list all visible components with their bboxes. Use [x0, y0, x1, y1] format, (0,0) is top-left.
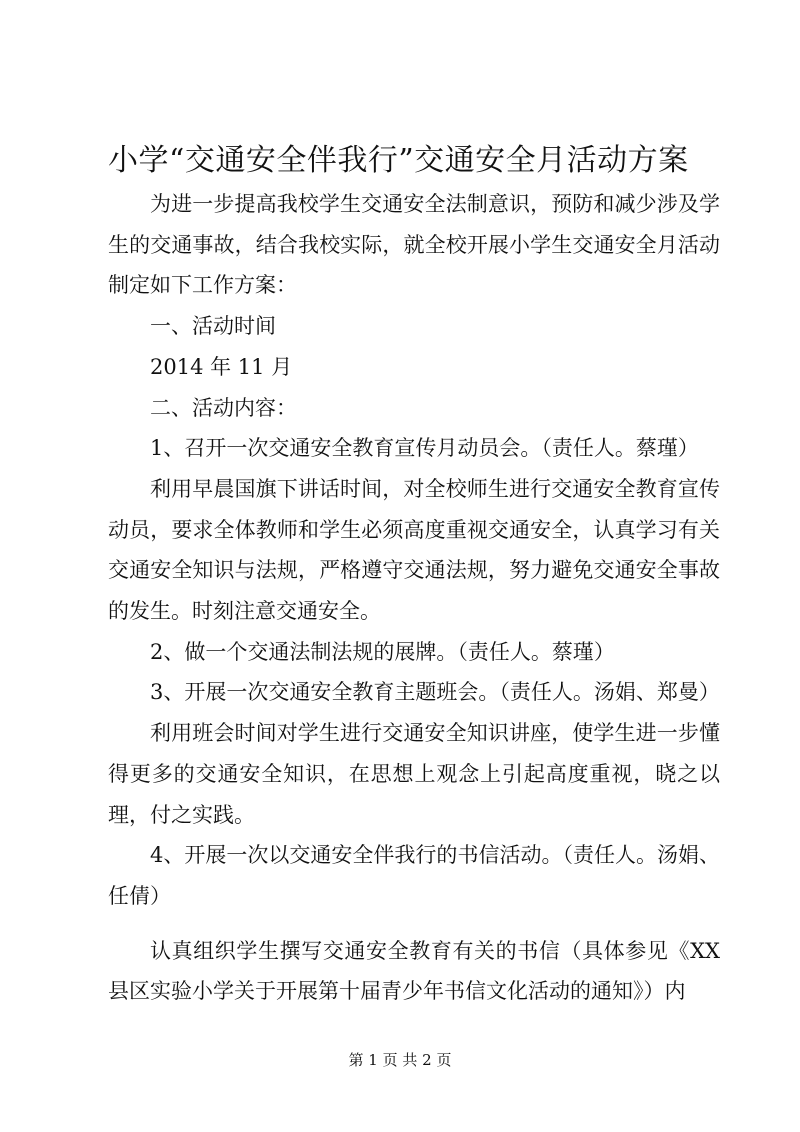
activity-date: 2014 年 11 月: [150, 354, 293, 379]
item-4-heading: 4、开展一次以交通安全伴我行的书信活动。（责任人。汤娟、任倩）: [108, 843, 720, 908]
section-heading-time: 一、活动时间: [150, 314, 276, 339]
document-title: 小学“交通安全伴我行”交通安全月活动方案: [108, 143, 689, 178]
document-body: [108, 184, 720, 1012]
paragraph-spacer: [108, 917, 720, 931]
page-footer: 第 1 页 共 2 页: [348, 1051, 452, 1069]
item-1-heading: 1、召开一次交通安全教育宣传月动员会。（责任人。蔡瑾）: [150, 436, 699, 461]
item-1-description: 利用早晨国旗下讲话时间，对全校师生进行交通安全教育宣传动员，要求全体教师和学生必须高度重视交通安全，认真学习有关交通安全知识与法规，严格遵守交通法规，努力避免交通安全事故的发生。时刻注意交通安全。: [108, 476, 720, 624]
item-3-heading: 3、开展一次交通安全教育主题班会。（责任人。汤娟、郑曼）: [150, 680, 720, 705]
item-3-description: 利用班会时间对学生进行交通安全知识讲座，使学生进一步懂得更多的交通安全知识，在思想上观念上引起高度重视，晓之以理，付之实践。: [108, 721, 720, 827]
item-2-heading: 2、做一个交通法制法规的展牌。（责任人。蔡瑾）: [150, 639, 615, 664]
intro-paragraph: 为进一步提高我校学生交通安全法制意识，预防和减少涉及学生的交通事故，结合我校实际，就全校开展小学生交通安全月活动制定如下工作方案：: [108, 192, 720, 298]
section-heading-content: 二、活动内容：: [150, 395, 297, 420]
item-4-description: 认真组织学生撰写交通安全教育有关的书信（具体参见《XX 县区实验小学关于开展第十届青少年书信文化活动的通知》）内: [108, 938, 720, 1004]
